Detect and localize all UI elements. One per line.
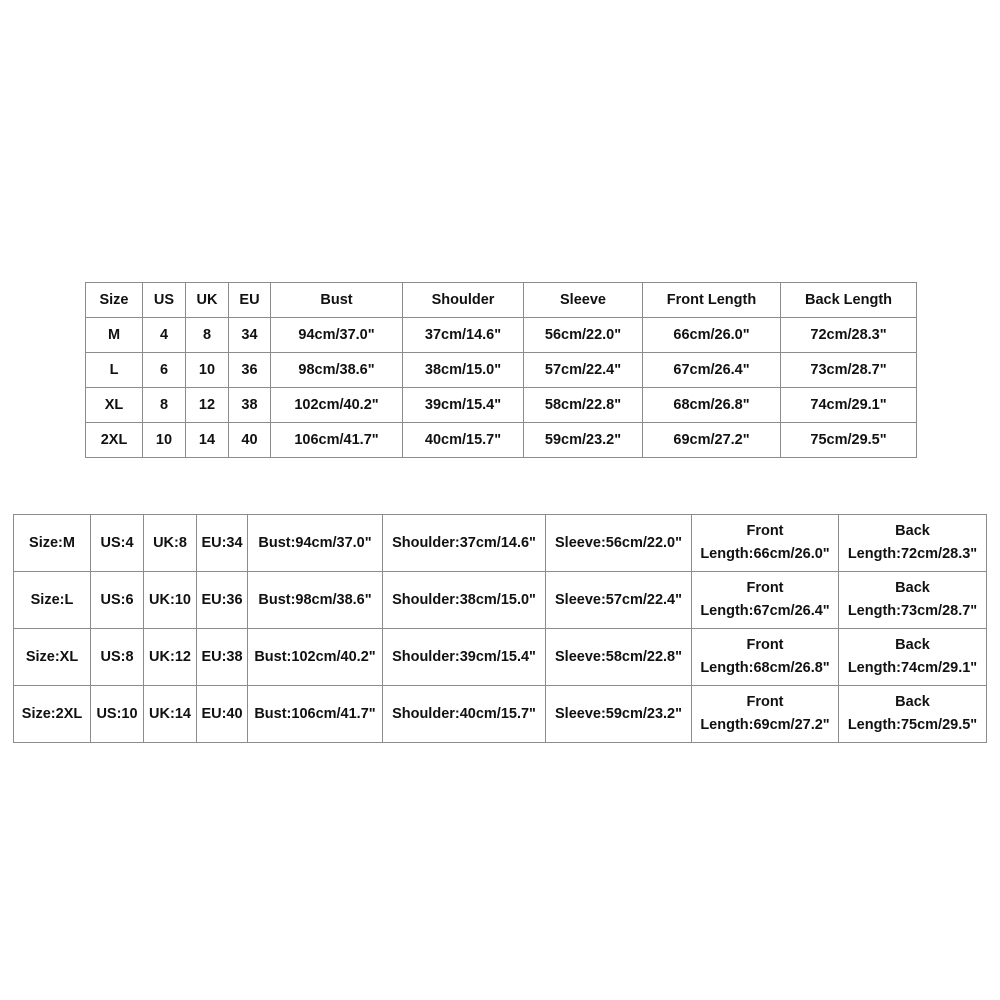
back-value: Length:72cm/28.3" bbox=[847, 546, 978, 562]
cell-front-length bbox=[692, 515, 839, 572]
cell-us: US:6 bbox=[91, 572, 144, 629]
cell-shoulder: 40cm/15.7" bbox=[403, 423, 524, 458]
cell-front-length bbox=[692, 686, 839, 743]
front-value: Length:67cm/26.4" bbox=[700, 603, 830, 619]
cell-uk: 8 bbox=[186, 318, 229, 353]
back-value: Length:75cm/29.5" bbox=[847, 717, 978, 733]
cell-sleeve: Sleeve:57cm/22.4" bbox=[546, 572, 692, 629]
cell-shoulder: Shoulder:37cm/14.6" bbox=[383, 515, 546, 572]
cell-size: Size:L bbox=[14, 572, 91, 629]
cell-us: 10 bbox=[143, 423, 186, 458]
cell-front-length: 67cm/26.4" bbox=[643, 353, 781, 388]
cell-size: XL bbox=[86, 388, 143, 423]
header-eu: EU bbox=[229, 283, 271, 318]
back-value: Length:74cm/29.1" bbox=[847, 660, 978, 676]
front-label: Front bbox=[746, 523, 784, 539]
front-label: Front bbox=[746, 580, 784, 596]
cell-front-length: 69cm/27.2" bbox=[643, 423, 781, 458]
size-chart-table bbox=[85, 282, 917, 458]
cell-shoulder: 37cm/14.6" bbox=[403, 318, 524, 353]
cell-eu: 38 bbox=[229, 388, 271, 423]
table-row bbox=[86, 388, 917, 423]
table-row bbox=[14, 686, 987, 743]
cell-eu: EU:38 bbox=[197, 629, 248, 686]
cell-size: M bbox=[86, 318, 143, 353]
cell-size: Size:XL bbox=[14, 629, 91, 686]
cell-us: 4 bbox=[143, 318, 186, 353]
cell-shoulder: Shoulder:39cm/15.4" bbox=[383, 629, 546, 686]
cell-back-length bbox=[839, 572, 987, 629]
cell-us: US:8 bbox=[91, 629, 144, 686]
header-back-length: Back Length bbox=[781, 283, 917, 318]
header-us: US bbox=[143, 283, 186, 318]
table-header-row bbox=[86, 283, 917, 318]
front-label: Front bbox=[746, 637, 784, 653]
front-label: Front bbox=[746, 694, 784, 710]
cell-uk: 14 bbox=[186, 423, 229, 458]
cell-uk: UK:10 bbox=[144, 572, 197, 629]
cell-back-length bbox=[839, 686, 987, 743]
header-bust: Bust bbox=[271, 283, 403, 318]
cell-eu: 34 bbox=[229, 318, 271, 353]
cell-back-length bbox=[839, 515, 987, 572]
cell-sleeve: Sleeve:58cm/22.8" bbox=[546, 629, 692, 686]
size-chart-labeled-table bbox=[13, 514, 987, 743]
cell-back-length: 72cm/28.3" bbox=[781, 318, 917, 353]
back-label: Back bbox=[895, 637, 930, 653]
header-uk: UK bbox=[186, 283, 229, 318]
cell-back-length bbox=[839, 629, 987, 686]
cell-uk: 10 bbox=[186, 353, 229, 388]
back-label: Back bbox=[895, 580, 930, 596]
cell-eu: EU:34 bbox=[197, 515, 248, 572]
cell-shoulder: 38cm/15.0" bbox=[403, 353, 524, 388]
header-shoulder: Shoulder bbox=[403, 283, 524, 318]
cell-bust: 94cm/37.0" bbox=[271, 318, 403, 353]
cell-sleeve: Sleeve:56cm/22.0" bbox=[546, 515, 692, 572]
cell-eu: 36 bbox=[229, 353, 271, 388]
cell-sleeve: 58cm/22.8" bbox=[524, 388, 643, 423]
front-value: Length:66cm/26.0" bbox=[700, 546, 830, 562]
cell-front-length: 66cm/26.0" bbox=[643, 318, 781, 353]
back-label: Back bbox=[895, 694, 930, 710]
header-size: Size bbox=[86, 283, 143, 318]
table-row bbox=[86, 423, 917, 458]
cell-sleeve: Sleeve:59cm/23.2" bbox=[546, 686, 692, 743]
cell-sleeve: 56cm/22.0" bbox=[524, 318, 643, 353]
cell-bust: Bust:98cm/38.6" bbox=[248, 572, 383, 629]
cell-size: 2XL bbox=[86, 423, 143, 458]
cell-shoulder: Shoulder:40cm/15.7" bbox=[383, 686, 546, 743]
cell-shoulder: 39cm/15.4" bbox=[403, 388, 524, 423]
cell-back-length: 73cm/28.7" bbox=[781, 353, 917, 388]
cell-us: US:4 bbox=[91, 515, 144, 572]
cell-uk: UK:8 bbox=[144, 515, 197, 572]
cell-eu: 40 bbox=[229, 423, 271, 458]
cell-us: US:10 bbox=[91, 686, 144, 743]
cell-shoulder: Shoulder:38cm/15.0" bbox=[383, 572, 546, 629]
cell-eu: EU:36 bbox=[197, 572, 248, 629]
header-sleeve: Sleeve bbox=[524, 283, 643, 318]
cell-eu: EU:40 bbox=[197, 686, 248, 743]
cell-front-length bbox=[692, 629, 839, 686]
cell-us: 8 bbox=[143, 388, 186, 423]
cell-bust: Bust:106cm/41.7" bbox=[248, 686, 383, 743]
table-row bbox=[14, 515, 987, 572]
front-value: Length:68cm/26.8" bbox=[700, 660, 830, 676]
cell-front-length bbox=[692, 572, 839, 629]
table-row bbox=[86, 318, 917, 353]
table-row bbox=[14, 629, 987, 686]
cell-bust: Bust:94cm/37.0" bbox=[248, 515, 383, 572]
cell-uk: 12 bbox=[186, 388, 229, 423]
cell-bust: 98cm/38.6" bbox=[271, 353, 403, 388]
cell-bust: 106cm/41.7" bbox=[271, 423, 403, 458]
cell-sleeve: 59cm/23.2" bbox=[524, 423, 643, 458]
cell-size: L bbox=[86, 353, 143, 388]
cell-uk: UK:12 bbox=[144, 629, 197, 686]
table-row bbox=[14, 572, 987, 629]
cell-bust: 102cm/40.2" bbox=[271, 388, 403, 423]
header-front-length: Front Length bbox=[643, 283, 781, 318]
cell-us: 6 bbox=[143, 353, 186, 388]
cell-size: Size:M bbox=[14, 515, 91, 572]
table-row bbox=[86, 353, 917, 388]
cell-uk: UK:14 bbox=[144, 686, 197, 743]
back-value: Length:73cm/28.7" bbox=[847, 603, 978, 619]
cell-size: Size:2XL bbox=[14, 686, 91, 743]
cell-back-length: 75cm/29.5" bbox=[781, 423, 917, 458]
back-label: Back bbox=[895, 523, 930, 539]
front-value: Length:69cm/27.2" bbox=[700, 717, 830, 733]
cell-bust: Bust:102cm/40.2" bbox=[248, 629, 383, 686]
cell-sleeve: 57cm/22.4" bbox=[524, 353, 643, 388]
cell-back-length: 74cm/29.1" bbox=[781, 388, 917, 423]
cell-front-length: 68cm/26.8" bbox=[643, 388, 781, 423]
